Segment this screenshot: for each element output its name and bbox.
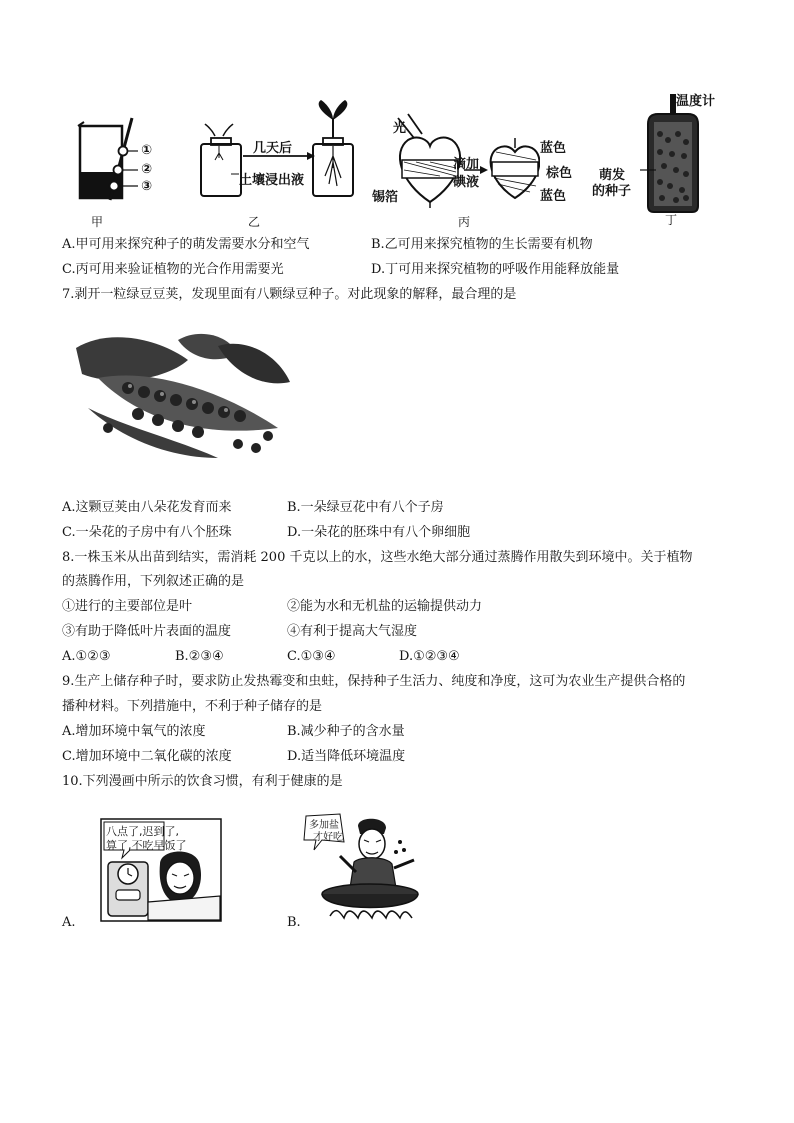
q6-option-b: B.乙可用来探究植物的生长需要有机物 [371, 237, 593, 252]
figure-label-jia: 甲 [91, 215, 104, 229]
q9-option-c: C.增加环境中二氧化碳的浓度 [62, 749, 232, 764]
q7-option-a: A.这颗豆荚由八朵花发育而来 [62, 500, 232, 515]
q9-stem-line2: 播种材料。下列措施中，不利于种子储存的是 [62, 699, 323, 714]
q10-option-a: A. [62, 915, 76, 930]
q7-option-c: C.一朵花的子房中有八个胚珠 [62, 525, 232, 540]
figure-ding-thermos [640, 94, 700, 214]
germinating-label-1: 萌发 [599, 168, 626, 183]
blue-top-label: 蓝色 [540, 141, 567, 156]
q9-option-d: D.适当降低环境温度 [287, 749, 406, 764]
q8-option-c: C.①③④ [287, 649, 336, 664]
mung-bean-pod-photo [68, 318, 294, 464]
q8-item-3: ③有助于降低叶片表面的温度 [62, 624, 232, 639]
cartoon-a-bubble-line2: 算了,不吃早饭了 [106, 839, 187, 852]
figure-label-bing: 丙 [458, 215, 471, 229]
figure-jia-beaker [70, 116, 170, 208]
few-days-label: 几天后 [253, 141, 293, 156]
q8-option-a: A.①②③ [62, 649, 111, 664]
cartoon-b-bubble-line2: 才好吃 [313, 832, 343, 843]
germinating-label-2: 的种子 [592, 184, 632, 199]
q8-item-1: ①进行的主要部位是叶 [62, 599, 193, 614]
foil-label: 锡箔 [372, 190, 399, 205]
figure-label-yi: 乙 [248, 215, 261, 229]
cartoon-b-bubble-line1: 多加盐 [309, 820, 339, 831]
drop-label: 滴加 [453, 157, 480, 172]
q10-stem: 10.下列漫画中所示的饮食习惯，有利于健康的是 [62, 774, 343, 789]
circle-2-label: ② [141, 162, 153, 177]
q8-option-d: D.①②③④ [399, 649, 460, 664]
light-label: 光 [393, 121, 407, 136]
brown-label: 棕色 [546, 166, 573, 181]
q7-option-b: B.一朵绿豆花中有八个子房 [287, 500, 444, 515]
q6-option-d: D.丁可用来探究植物的呼吸作用能释放能量 [371, 262, 620, 277]
q8-item-4: ④有利于提高大气湿度 [287, 624, 418, 639]
blue-bottom-label: 蓝色 [540, 189, 567, 204]
soil-extract-label: 土壤浸出液 [239, 173, 305, 188]
q9-stem-line1: 9.生产上储存种子时，要求防止发热霉变和虫蛀，保持种子生活力、纯度和净度，这可为农业生产提供合格的 [62, 674, 686, 689]
q6-option-c: C.丙可用来验证植物的光合作用需要光 [62, 262, 284, 277]
q9-option-a: A.增加环境中氧气的浓度 [62, 724, 206, 739]
thermometer-label: 温度计 [676, 94, 716, 109]
q8-stem-line1: 8.一株玉米从出苗到结实，需消耗 200 千克以上的水，这些水绝大部分通过蒸腾作用散失到环境中。关于植物 [62, 550, 693, 565]
q8-option-b: B.②③④ [175, 649, 224, 664]
q8-item-2: ②能为水和无机盐的运输提供动力 [287, 599, 483, 614]
q6-option-a: A.甲可用来探究种子的萌发需要水分和空气 [62, 237, 310, 252]
q7-option-d: D.一朵花的胚珠中有八个卵细胞 [287, 525, 471, 540]
circle-3-label: ③ [141, 179, 153, 194]
iodine-label: 碘液 [453, 175, 480, 190]
cartoon-a-bubble-line1: 八点了,迟到了, [106, 825, 179, 838]
figure-label-ding: 丁 [665, 213, 678, 227]
q7-stem: 7.剥开一粒绿豆豆荚，发现里面有八颗绿豆种子。对此现象的解释，最合理的是 [62, 287, 517, 302]
q10-option-b: B. [287, 915, 301, 930]
circle-1-label: ① [141, 143, 153, 158]
q8-stem-line2: 的蒸腾作用，下列叙述正确的是 [62, 574, 245, 589]
q9-option-b: B.减少种子的含水量 [287, 724, 405, 739]
